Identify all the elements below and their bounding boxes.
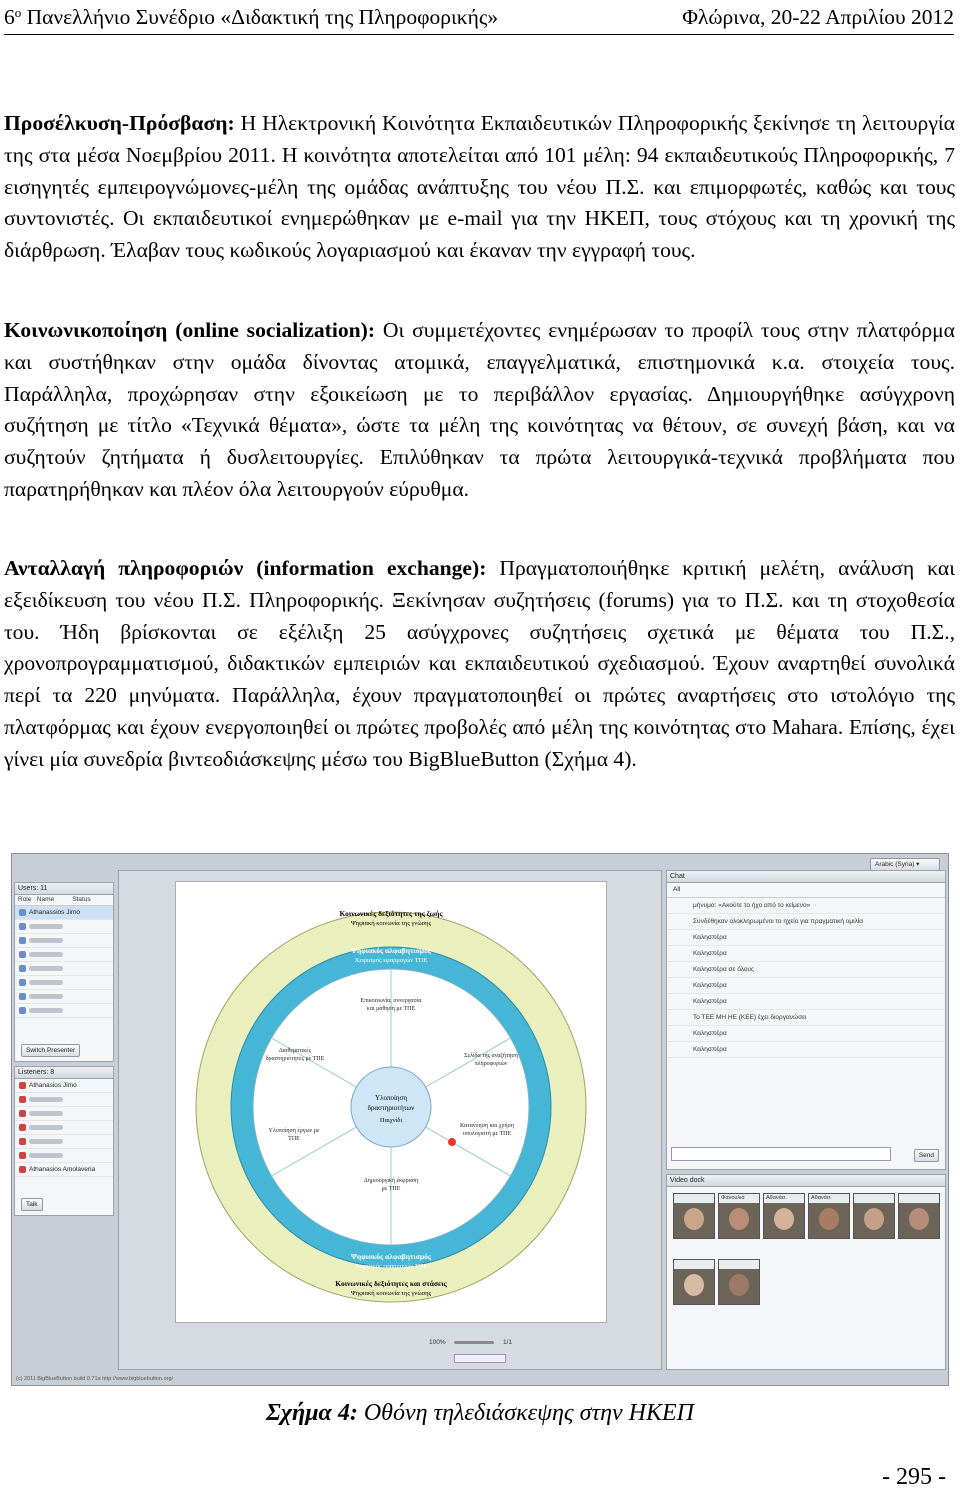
video-tile-name: Φανουλιά (719, 1194, 759, 1203)
video-tile-name (854, 1194, 894, 1203)
mid-bottom-line1: Ψηφιακός αλφαβητισμός (350, 1252, 432, 1261)
screenshot-footer: (c) 2011 BigBlueButton build 0.71a http://www.bigbluebutton.org/ (16, 1376, 174, 1382)
participant-face (819, 1208, 839, 1230)
outer-top-line2: Ψηφιακή κοινωνία της γνώσης (350, 920, 432, 927)
switch-presenter-button[interactable]: Switch Presenter (21, 1044, 80, 1057)
listener-row[interactable] (15, 1149, 113, 1163)
chat-message-list (667, 898, 945, 1058)
video-tile-name: Αθανάσ. (809, 1194, 849, 1203)
user-icon (19, 937, 26, 944)
center-line3: Παιχνίδι (379, 1117, 403, 1124)
user-row[interactable] (15, 976, 113, 990)
user-row[interactable] (15, 962, 113, 976)
page-label: 1/1 (503, 1339, 513, 1346)
col-role: Role (18, 896, 32, 903)
user-row[interactable] (15, 948, 113, 962)
speaker-icon (19, 1110, 26, 1117)
participant-face (729, 1208, 749, 1230)
video-tile-name: Αθανάσ. (764, 1194, 804, 1203)
location-date: Φλώρινα, 20-22 Απριλίου 2012 (682, 5, 954, 29)
participant-face (684, 1274, 704, 1296)
segment-top: Επικοινωνία, συνεργασία και μάθηση με ΤΠΕ (360, 998, 422, 1012)
video-tile[interactable] (853, 1193, 895, 1239)
chat-panel (666, 870, 946, 1170)
video-tile-name (899, 1194, 939, 1203)
chat-tab-all[interactable]: All (673, 886, 681, 893)
chat-message: Καλησπέρα (667, 1042, 945, 1058)
video-dock-panel (666, 1174, 946, 1370)
video-tile-name (719, 1260, 759, 1269)
chat-message: Καλησπέρα σε όλους (667, 962, 945, 978)
speaker-icon (19, 1166, 26, 1173)
listener-row[interactable]: Athanasios Amolaveria (15, 1163, 113, 1177)
chat-message: Συνδέθηκαν ολοκληρωμένοι το ηχείο για πραγματική ομιλία (667, 914, 945, 930)
listener-row[interactable]: Athanasios Jimo (15, 1079, 113, 1093)
presentation-slide (175, 881, 607, 1323)
outer-bottom-line1: Κοινωνικές δεξιότητες και στάσεις (335, 1279, 447, 1288)
zoom-slider[interactable] (454, 1341, 494, 1344)
pointer-dot (448, 1138, 456, 1146)
participant-face (684, 1208, 704, 1230)
video-tile[interactable] (673, 1259, 715, 1305)
listener-row[interactable] (15, 1135, 113, 1149)
chat-message: Καλησπέρα (667, 930, 945, 946)
videoconference-screenshot (11, 853, 949, 1386)
mid-top-line1: Ψηφιακός αλφαβητισμός (350, 946, 432, 955)
users-column-headers (15, 895, 113, 906)
running-header (4, 2, 954, 32)
presentation-panel (118, 870, 662, 1370)
user-icon (19, 923, 26, 930)
talk-button[interactable]: Talk (21, 1198, 43, 1211)
speaker-icon (19, 1138, 26, 1145)
user-row[interactable] (15, 990, 113, 1004)
paragraph-text: Πραγματοποιήθηκε κριτική μελέτη, ανάλυση και εξειδίκευση του νέου Π.Σ. Πληροφορικής. Ξεκίνησαν συζητήσεις (forums) για το Π.Σ. και τη στοχοθεσία του. Ήδη βρίσκονται σε εξέλιξη 25 ασύγχρονες συζητήσεις σχετικά με θέματα του Π.Σ., χρονοπρογραμματισμού, διδακτικών εμπειριών και εκπαιδευτικού σχεδιασμού. Έχουν αναρτηθεί συνολικά περί τα 220 μηνύματα. Παράλληλα, έχουν πραγματοποιηθεί οι πρώτες αναρτήσεις στο ιστολόγιο της πλατφόρμας και έχουν ενεργοποιηθεί οι πρώτες προβολές από μέλη της κοινότητας στο Mahara. Επίσης, έχει γίνει μία συνεδρία βιντεοδιάσκεψης μέσω του BigBlueButton (Σχήμα 4). (4, 556, 956, 771)
paragraph-information-exchange (4, 553, 955, 776)
speaker-icon (19, 1096, 26, 1103)
user-icon (19, 993, 26, 1000)
video-tile[interactable] (898, 1193, 940, 1239)
chat-tabs (667, 883, 945, 898)
center-line2: δραστηριοτήτων (367, 1104, 415, 1112)
chat-panel-title: Chat (667, 871, 945, 883)
chat-message: Καλησπέρα (667, 946, 945, 962)
paragraph-heading: Κοινωνικοποίηση (online socialization): (4, 318, 376, 342)
participant-face (909, 1208, 929, 1230)
listener-row[interactable] (15, 1121, 113, 1135)
mid-top-line2: Χειρισμός εφαρμογών ΤΠΕ (354, 957, 428, 964)
video-tile[interactable] (673, 1193, 715, 1239)
segment-bottom: Δημιουργική έκφραση με ΤΠΕ (363, 1178, 419, 1192)
curriculum-diagram (176, 882, 606, 1322)
segment-upper-right: Σελίδα της αναζήτηση πληροφοριών (464, 1053, 518, 1067)
user-icon (19, 1007, 26, 1014)
video-tile[interactable] (718, 1193, 760, 1239)
paragraph-access (4, 108, 955, 267)
users-panel-title: Users: 11 (15, 883, 113, 895)
participant-face (864, 1208, 884, 1230)
participant-face (774, 1208, 794, 1230)
participant-face (729, 1274, 749, 1296)
col-name: Name (36, 896, 55, 903)
figure-caption (0, 1397, 960, 1429)
segment-lower-left: Υλοποίηση έργων με ΤΠΕ (268, 1128, 320, 1142)
speaker-icon (19, 1124, 26, 1131)
speaker-icon (19, 1082, 26, 1089)
users-panel (14, 882, 114, 1062)
video-tile[interactable] (763, 1193, 805, 1239)
zoom-label: 100% (429, 1339, 446, 1346)
video-dock-title: Video dock (667, 1175, 945, 1187)
paragraph-socialization (4, 315, 955, 506)
mid-bottom-line2: Χειρισμός εφαρμογών ΤΠΕ (354, 1263, 428, 1270)
col-status: Status (72, 896, 91, 903)
listeners-panel-title: Listeners: 8 (15, 1067, 113, 1079)
outer-bottom-line2: Ψηφιακή κοινωνία της γνώσης (350, 1290, 432, 1297)
chat-message: μήνυμα: «Ακούτε το ήχο από το κείμενο» (667, 898, 945, 914)
caption-text: Οθόνη τηλεδιάσκεψης στην ΗΚΕΠ (357, 1400, 694, 1426)
page-number: - 295 - (882, 1464, 946, 1490)
video-tile[interactable] (808, 1193, 850, 1239)
user-row[interactable]: Athanassios Jimo (15, 906, 113, 920)
segment-lower-right: Κατανόηση και χρήση υπολογιστή με ΤΠΕ (460, 1123, 514, 1137)
header-rule (4, 34, 954, 35)
user-row[interactable] (15, 1004, 113, 1018)
video-tile-name (674, 1260, 714, 1269)
language-select[interactable]: Arabic (Syria) ▾ (870, 858, 940, 871)
chat-message: Το ΤΕΕ ΜΗ ΗΕ (ΚΕΕ) έχει διοργανώσει (667, 1010, 945, 1026)
listener-row[interactable] (15, 1107, 113, 1121)
paragraph-heading: Ανταλλαγή πληροφοριών (information exchange): (4, 556, 487, 580)
listeners-panel (14, 1066, 114, 1216)
user-row[interactable] (15, 934, 113, 948)
chat-message: Καλησπέρα (667, 1026, 945, 1042)
user-icon (19, 979, 26, 986)
speaker-icon (19, 1152, 26, 1159)
video-tile-name (674, 1194, 714, 1203)
listener-row[interactable] (15, 1093, 113, 1107)
paragraph-heading: Προσέλκυση-Πρόσβαση: (4, 111, 235, 135)
video-tile[interactable] (718, 1259, 760, 1305)
user-icon (19, 951, 26, 958)
user-icon (19, 909, 26, 916)
user-icon (19, 965, 26, 972)
conference-title: $6^o$ Πανελλήνιο Συνέδριο «Διδακτική της Πληροφορικής» (4, 5, 499, 29)
outer-top-line1: Κοινωνικές δεξιότητες της ζωής (339, 909, 443, 918)
page-scrollbar[interactable] (454, 1354, 506, 1363)
chat-message: Καλησπέρα (667, 994, 945, 1010)
user-row[interactable] (15, 920, 113, 934)
chat-input[interactable] (671, 1147, 891, 1161)
chat-send-button[interactable]: Send (914, 1149, 939, 1162)
paragraph-text: Η Ηλεκτρονική Κοινότητα Εκπαιδευτικών Πληροφορικής ξεκίνησε τη λειτουργία της στα μέσα Νοεμβρίου 2011. Η κοινότητα αποτελείται από 101 μέλη: 94 εκπαιδευτικούς Πληροφορικής, 7 εισηγητές εμπειρογνώμονες-μέλη της ομάδας ανάπτυξης του νέου Π.Σ. και επιμορφωτές, καθώς και τους συντονιστές. Οι εκπαιδευτικοί ενημερώθηκαν με e-mail για την ΗΚΕΠ, τους στόχους και τη χρονική της διάρθρωση. Έλαβαν τους κωδικούς λογαριασμού και έκαναν την εγγραφή τους. (4, 111, 955, 263)
chat-message: Καλησπέρα (667, 978, 945, 994)
caption-label: Σχήμα 4: (266, 1400, 358, 1426)
center-line1: Υλοποίηση (375, 1094, 407, 1102)
paragraph-text: Οι συμμετέχοντες ενημέρωσαν το προφίλ τους στην πλατφόρμα και συστήθηκαν στην ομάδα δίνοντας ατομικά, επαγγελματικά, επιστημονικά κ.α. στοιχεία τους. Παράλληλα, προχώρησαν στην εξοικείωση με το περιβάλλον εργασίας. Δημιουργήθηκε ασύγχρονη συζήτηση με τίτλο «Τεχνικά θέματα», ώστε τα μέλη της κοινότητας να θέτουν, σε συνεχή βάση, και να συζητούν ζητήματα ή δυσλειτουργίες. Επιλύθηκαν τα πρώτα λειτουργικά-τεχνικά προβλήματα που παρατηρήθηκαν και πλέον όλα λειτουργούν εύρυθμα. (4, 318, 955, 501)
segment-upper-left: Διαθεματικές δραστηριότητες με ΤΠΕ (265, 1048, 325, 1062)
